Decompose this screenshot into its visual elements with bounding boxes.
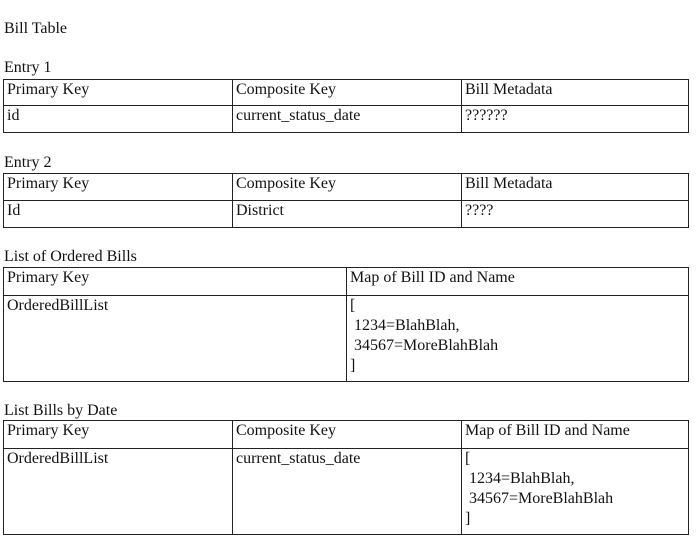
by-date-table [3,420,689,535]
header-cell: Primary Key [4,174,233,201]
header-cell: Bill Metadata [462,80,689,106]
header-cell: Primary Key [4,268,347,296]
header-cell: Map of Bill ID and Name [462,421,689,449]
table-cell: OrderedBillList [4,449,233,535]
table-row [4,449,689,535]
entry1-table [3,79,689,133]
table-cell: District [233,201,462,228]
entry2-label: Entry 2 [4,154,52,171]
header-cell: Composite Key [233,174,462,201]
table-cell: id [4,106,233,133]
table-row [4,296,689,382]
header-cell: Composite Key [233,80,462,106]
table-cell: OrderedBillList [4,296,347,382]
ordered-label: List of Ordered Bills [4,248,137,265]
bill-map-cell: [ 1234=BlahBlah, 34567=MoreBlahBlah ] [462,449,689,535]
header-cell: Composite Key [233,421,462,449]
table-cell: current_status_date [233,449,462,535]
table-row [4,106,689,133]
header-cell: Map of Bill ID and Name [347,268,689,296]
table-cell: current_status_date [233,106,462,133]
table-header-row [4,174,689,201]
bill-map-cell: [ 1234=BlahBlah, 34567=MoreBlahBlah ] [347,296,689,382]
table-row [4,201,689,228]
entry2-table [3,173,689,228]
by-date-label: List Bills by Date [4,402,118,419]
page-title: Bill Table [4,20,68,37]
table-cell: ?????? [462,106,689,133]
header-cell: Bill Metadata [462,174,689,201]
table-cell: ???? [462,201,689,228]
header-cell: Primary Key [4,80,233,106]
entry1-label: Entry 1 [4,59,52,76]
table-header-row [4,268,689,296]
ordered-table [3,267,689,382]
table-header-row [4,421,689,449]
table-cell: Id [4,201,233,228]
header-cell: Primary Key [4,421,233,449]
table-header-row [4,80,689,106]
